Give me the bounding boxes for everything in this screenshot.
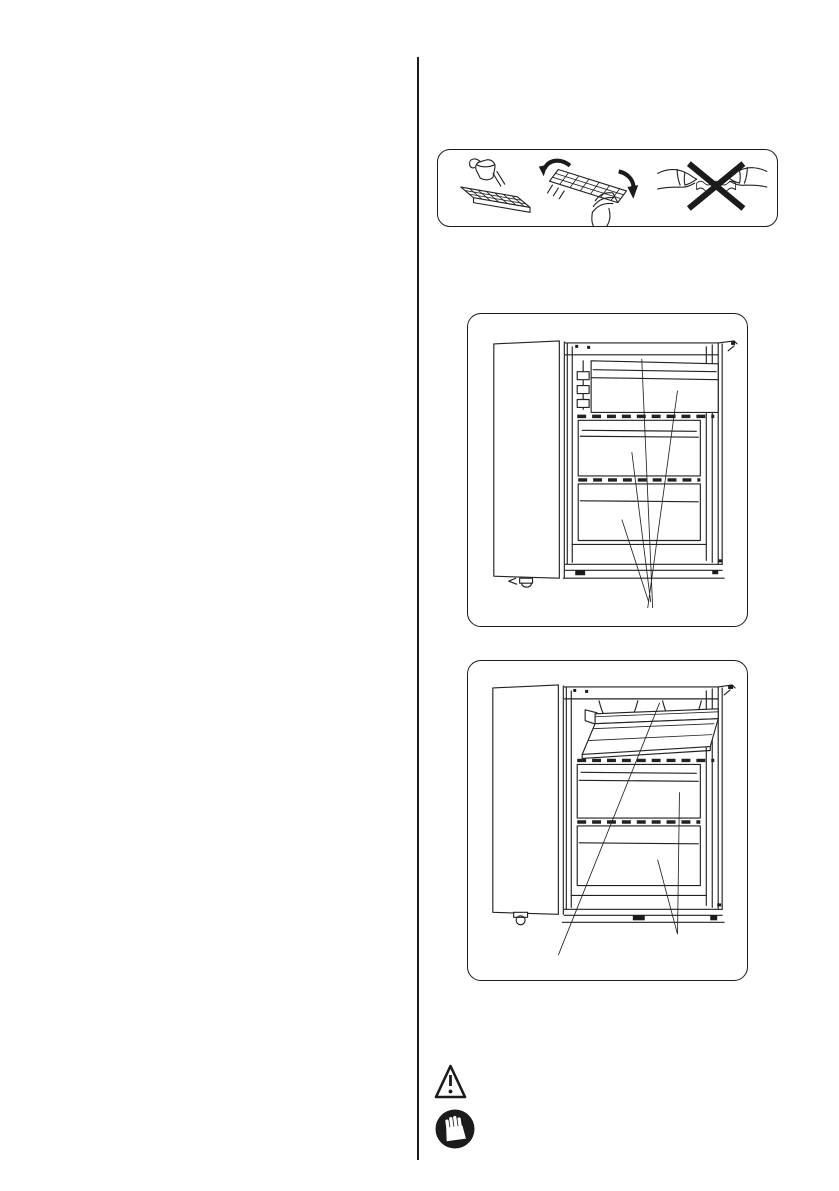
ice-tray-instructions-figure bbox=[437, 149, 778, 227]
ice-tray-instructions-svg bbox=[438, 150, 777, 226]
protective-gloves-icon bbox=[435, 1109, 475, 1149]
freezer-tilted-shelf bbox=[582, 709, 718, 759]
warning-triangle-icon bbox=[434, 1062, 467, 1101]
freezer-open-door bbox=[494, 341, 564, 587]
freezer-drawers-figure bbox=[467, 313, 748, 627]
freezer-drawers-svg bbox=[468, 314, 747, 626]
column-divider bbox=[417, 57, 419, 1160]
warning-triangle-svg bbox=[434, 1062, 467, 1101]
freezer-shelf-removal-svg bbox=[468, 661, 747, 980]
freezer-open-door bbox=[493, 685, 563, 925]
freezer-middle-drawer bbox=[578, 420, 700, 476]
twist-ice-tray-icon bbox=[539, 161, 638, 226]
freezer-lower-drawer bbox=[577, 826, 700, 886]
freezer-middle-drawer bbox=[577, 764, 700, 818]
freezer-upper-drawer bbox=[577, 361, 718, 413]
freezer-shelf-removal-figure bbox=[467, 660, 748, 981]
do-not-bend-ice-tray-icon bbox=[658, 164, 767, 209]
protective-gloves-svg bbox=[435, 1109, 475, 1149]
fill-ice-tray-icon bbox=[461, 159, 530, 212]
